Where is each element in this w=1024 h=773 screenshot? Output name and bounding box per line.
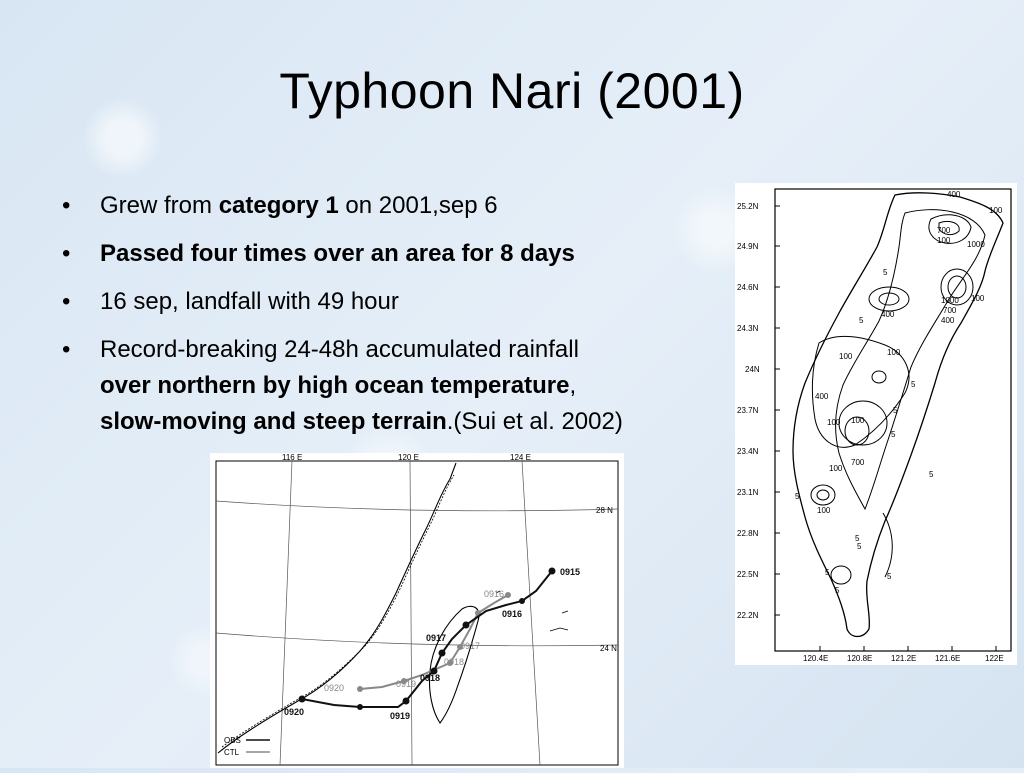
bullet-bold-text: slow-moving and steep terrain xyxy=(100,408,447,435)
contour-label: 5 xyxy=(855,534,860,543)
bullet-bold-text: category 1 xyxy=(218,192,339,219)
typhoon-track-map xyxy=(210,453,624,768)
ctl-date-label: 0919 xyxy=(396,679,417,689)
lat-label: 24.9N xyxy=(737,242,759,251)
lon-label: 121.2E xyxy=(891,654,917,663)
ctl-track-point xyxy=(505,592,511,598)
contour-label: 5 xyxy=(911,380,916,389)
bullet-text: .(Sui et al. 2002) xyxy=(446,408,623,435)
lon-label: 122E xyxy=(985,654,1004,663)
contour-label: 1000 xyxy=(967,240,985,249)
lat-label: 23.4N xyxy=(737,447,759,456)
obs-track-point xyxy=(549,568,556,575)
obs-track-point xyxy=(519,598,525,604)
lat-label: 25.2N xyxy=(737,202,759,211)
ctl-date-label: 0917 xyxy=(460,641,481,651)
slide-title: Typhoon Nari (2001) xyxy=(279,63,745,119)
ctl-date-label: 0916 xyxy=(484,589,505,599)
bullet-item xyxy=(62,188,762,224)
bullet-bold-text: Passed four times over an area for 8 days xyxy=(100,240,575,267)
ctl-track-point xyxy=(357,686,363,692)
contour-label: 100 xyxy=(839,352,853,361)
bullet-list xyxy=(62,188,762,452)
contour-label: 100 xyxy=(817,506,831,515)
obs-track-point xyxy=(439,650,446,657)
contour-label: 100 xyxy=(887,348,901,357)
lon-label: 120.4E xyxy=(803,654,829,663)
lon-label: 121.6E xyxy=(935,654,961,663)
lon-label: 120.8E xyxy=(847,654,873,663)
lat-label: 24.6N xyxy=(737,283,759,292)
obs-track-point xyxy=(403,698,410,705)
contour-label: 100 xyxy=(829,464,843,473)
bullet-dot: • xyxy=(62,240,71,267)
lat-label: 24 N xyxy=(600,644,617,653)
contour-label: 5 xyxy=(835,586,840,595)
contour-label: 100 xyxy=(937,236,951,245)
contour-label: 100 xyxy=(989,206,1003,215)
bullet-bold-text: over northern by high ocean temperature xyxy=(100,372,570,399)
contour-label: 5 xyxy=(883,268,888,277)
rainfall-contour-map xyxy=(735,183,1017,665)
lat-label: 28 N xyxy=(596,506,613,515)
lat-label: 23.1N xyxy=(737,488,759,497)
contour-label: 5 xyxy=(859,316,864,325)
obs-date-label: 0915 xyxy=(560,567,581,577)
contour-label: 5 xyxy=(893,406,898,415)
contour-label: 400 xyxy=(947,190,961,199)
bullet-item xyxy=(62,284,762,320)
bullet-dot: • xyxy=(62,336,71,363)
contour-label: 5 xyxy=(795,492,800,501)
contour-label: 400 xyxy=(941,316,955,325)
bullet-dot: • xyxy=(62,192,71,219)
obs-date-label: 0916 xyxy=(502,609,523,619)
contour-label: 5 xyxy=(825,568,830,577)
contour-label: 700 xyxy=(851,458,865,467)
lon-label: 116 E xyxy=(282,453,303,462)
bullet-dot: • xyxy=(62,288,71,315)
bullet-item xyxy=(62,236,762,272)
contour-label: 100 xyxy=(851,416,865,425)
bullet-text: 16 sep, landfall with 49 hour xyxy=(100,288,399,315)
lat-label: 24.3N xyxy=(737,324,759,333)
obs-date-label: 0917 xyxy=(426,633,447,643)
ctl-date-label: 0920 xyxy=(324,683,345,693)
lat-label: 22.5N xyxy=(737,570,759,579)
bullet-text: Record-breaking 24-48h accumulated rainfall xyxy=(100,336,579,363)
contour-label: 100 xyxy=(971,294,985,303)
contour-label: 700 xyxy=(937,226,951,235)
lat-label: 22.8N xyxy=(737,529,759,538)
obs-date-label: 0920 xyxy=(284,707,305,717)
contour-label: 700 xyxy=(943,306,957,315)
lat-label: 23.7N xyxy=(737,406,759,415)
obs-track-point xyxy=(463,622,470,629)
contour-label: 5 xyxy=(857,542,862,551)
lat-label: 22.2N xyxy=(737,611,759,620)
obs-track-point xyxy=(299,696,306,703)
lon-label: 120 E xyxy=(398,453,419,462)
bullet-text: , xyxy=(569,372,577,399)
bullet-item xyxy=(62,332,762,440)
lon-label: 124 E xyxy=(510,453,531,462)
contour-label: 100 xyxy=(827,418,841,427)
legend-obs-label: OBS xyxy=(224,736,241,745)
bullet-text: on 2001,sep 6 xyxy=(338,192,498,219)
legend-ctl-label: CTL xyxy=(224,748,240,757)
obs-date-label: 0918 xyxy=(420,673,441,683)
contour-label: 1000 xyxy=(941,296,959,305)
contour-label: 5 xyxy=(887,572,892,581)
lat-label: 24N xyxy=(745,365,760,374)
contour-label: 5 xyxy=(929,470,934,479)
bullet-text: Grew from xyxy=(100,192,219,219)
contour-label: 400 xyxy=(881,310,895,319)
ctl-date-label: 0918 xyxy=(444,657,465,667)
contour-label: 400 xyxy=(815,392,829,401)
contour-label: 5 xyxy=(891,430,896,439)
obs-track-point xyxy=(357,704,363,710)
obs-date-label: 0919 xyxy=(390,711,411,721)
